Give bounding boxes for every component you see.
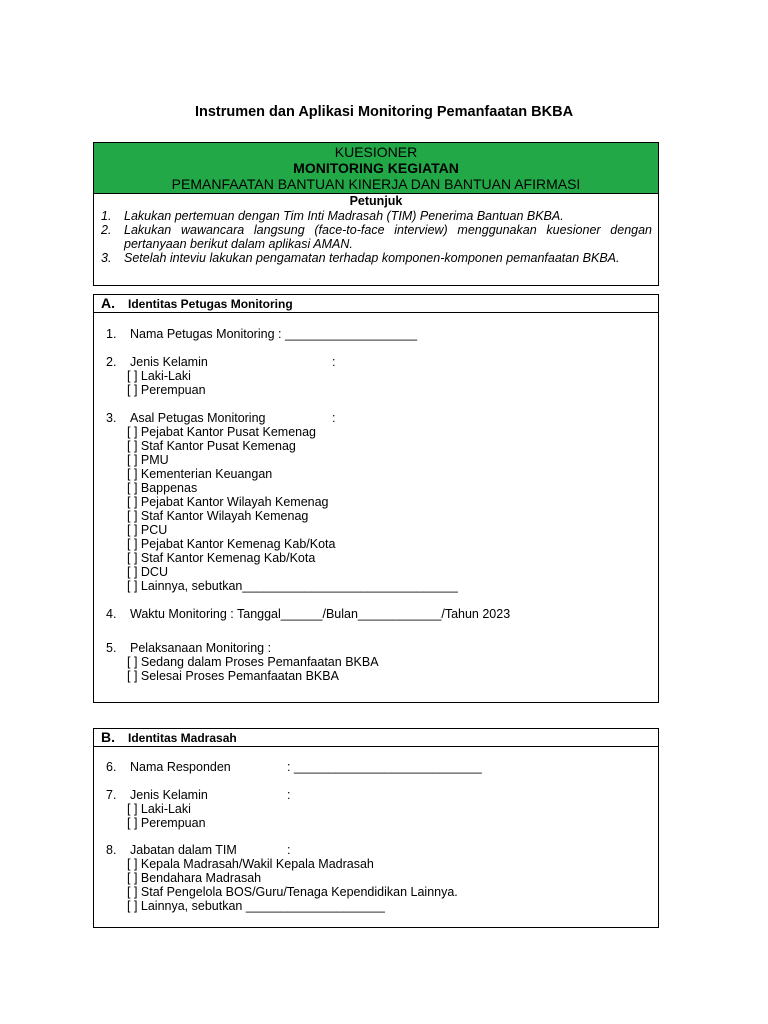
section-b-identitas-madrasah: [93, 728, 659, 928]
option-dcu[interactable]: [ ] DCU: [127, 565, 168, 579]
petunjuk-title: Petunjuk: [349, 194, 403, 208]
section-b-title: Identitas Madrasah: [128, 731, 237, 745]
option-kepala-madrasah[interactable]: [ ] Kepala Madrasah/Wakil Kepala Madrasah: [127, 857, 374, 871]
option-staf-kemenag-kabkota[interactable]: [ ] Staf Kantor Kemenag Kab/Kota: [127, 551, 316, 565]
section-a-title: Identitas Petugas Monitoring: [128, 297, 293, 311]
question-text: Nama Petugas Monitoring : ___________________: [130, 327, 418, 341]
petunjuk-num: 1.: [101, 209, 112, 223]
option-selesai-proses[interactable]: [ ] Selesai Proses Pemanfaatan BKBA: [127, 669, 339, 683]
question-colon: :: [287, 788, 291, 802]
option-pejabat-kantor-pusat[interactable]: [ ] Pejabat Kantor Pusat Kemenag: [127, 425, 317, 439]
petunjuk-num: 2.: [101, 223, 112, 237]
section-b-letter: B.: [101, 729, 115, 745]
option-bendahara[interactable]: [ ] Bendahara Madrasah: [127, 871, 262, 885]
petunjuk-item: [94, 223, 658, 251]
option-laki-laki[interactable]: [ ] Laki-Laki: [127, 802, 191, 816]
question-number: 2.: [106, 355, 117, 369]
petunjuk-text: Lakukan wawancara langsung (face-to-face interview) menggunakan kuesioner dengan pertanyaan berikut dalam aplikasi AMAN.: [124, 223, 652, 251]
option-sedang-proses[interactable]: [ ] Sedang dalam Proses Pemanfaatan BKBA: [127, 655, 379, 669]
option-staf-kantor-pusat[interactable]: [ ] Staf Kantor Pusat Kemenag: [127, 439, 296, 453]
banner-line-kuesioner: KUESIONER: [334, 144, 418, 160]
option-perempuan[interactable]: [ ] Perempuan: [127, 816, 206, 830]
green-title-banner: [94, 143, 658, 194]
petunjuk-text: Setelah inteviu lakukan pengamatan terhadap komponen-komponen pemanfaatan BKBA.: [124, 251, 620, 265]
question-colon: :: [287, 843, 291, 857]
question-text: Jenis Kelamin: [130, 355, 208, 369]
question-number: 5.: [106, 641, 117, 655]
question-text: Pelaksanaan Monitoring :: [130, 641, 272, 655]
petunjuk-num: 3.: [101, 251, 112, 265]
option-kementerian-keuangan[interactable]: [ ] Kementerian Keuangan: [127, 467, 273, 481]
question-number: 7.: [106, 788, 117, 802]
banner-line-pemanfaatan: PEMANFAATAN BANTUAN KINERJA DAN BANTUAN AFIRMASI: [171, 176, 581, 192]
question-text: Jabatan dalam TIM: [130, 843, 237, 857]
question-colon: : ___________________________: [287, 760, 482, 774]
petunjuk-list: [94, 209, 658, 265]
banner-line-monitoring: MONITORING KEGIATAN: [293, 160, 459, 176]
document-title: Instrumen dan Aplikasi Monitoring Pemanfaatan BKBA: [194, 104, 574, 120]
option-pcu[interactable]: [ ] PCU: [127, 523, 168, 537]
option-staf-kanwil[interactable]: [ ] Staf Kantor Wilayah Kemenag: [127, 509, 309, 523]
question-number: 3.: [106, 411, 117, 425]
question-number: 1.: [106, 327, 117, 341]
petunjuk-item: [94, 251, 658, 265]
option-lainnya[interactable]: [ ] Lainnya, sebutkan ____________________: [127, 899, 385, 913]
question-text: Jenis Kelamin: [130, 788, 208, 802]
section-b-header: [94, 729, 658, 747]
option-lainnya[interactable]: [ ] Lainnya, sebutkan_______________________________: [127, 579, 458, 593]
question-text: Waktu Monitoring : Tanggal______/Bulan____________/Tahun 2023: [130, 607, 511, 621]
option-bappenas[interactable]: [ ] Bappenas: [127, 481, 198, 495]
section-a-letter: A.: [101, 295, 115, 311]
question-number: 8.: [106, 843, 117, 857]
question-colon: :: [332, 411, 336, 425]
option-laki-laki[interactable]: [ ] Laki-Laki: [127, 369, 191, 383]
question-colon: :: [332, 355, 336, 369]
option-pejabat-kanwil[interactable]: [ ] Pejabat Kantor Wilayah Kemenag: [127, 495, 329, 509]
section-a-identitas-petugas: [93, 294, 659, 703]
question-number: 4.: [106, 607, 117, 621]
question-text: Nama Responden: [130, 760, 231, 774]
option-pejabat-kemenag-kabkota[interactable]: [ ] Pejabat Kantor Kemenag Kab/Kota: [127, 537, 336, 551]
questionnaire-header-box: [93, 142, 659, 286]
question-number: 6.: [106, 760, 117, 774]
option-staf-pengelola[interactable]: [ ] Staf Pengelola BOS/Guru/Tenaga Kependidikan Lainnya.: [127, 885, 458, 899]
petunjuk-item: [94, 209, 658, 223]
petunjuk-text: Lakukan pertemuan dengan Tim Inti Madrasah (TIM) Penerima Bantuan BKBA.: [124, 209, 564, 223]
option-perempuan[interactable]: [ ] Perempuan: [127, 383, 206, 397]
section-a-header: [94, 295, 658, 313]
question-text: Asal Petugas Monitoring: [130, 411, 266, 425]
option-pmu[interactable]: [ ] PMU: [127, 453, 169, 467]
